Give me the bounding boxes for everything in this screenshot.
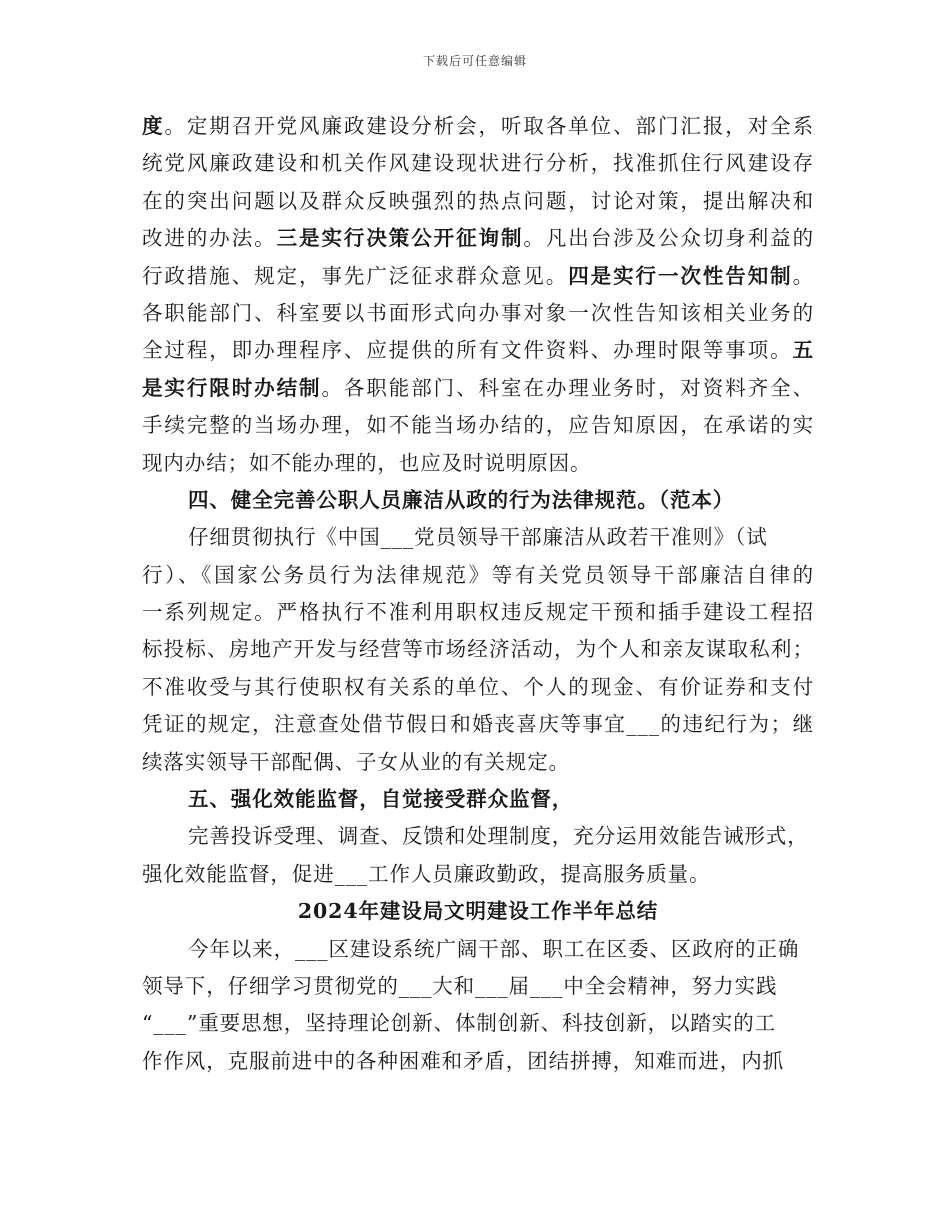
paragraph-line	[142, 407, 814, 444]
text-run: 仔细贯彻执行《中国___党员领导干部廉洁从政若干准则》（试	[188, 525, 768, 550]
paragraph-line	[142, 295, 814, 332]
text-run: 行政措施、规定，事先广泛征求群众意见。	[142, 263, 569, 288]
paragraph-line	[142, 856, 814, 893]
paragraph-line	[142, 706, 814, 743]
bold-text: 四是实行一次性告知制	[568, 263, 793, 288]
bold-text: 三是实行决策公开征询制	[276, 226, 524, 251]
heading-text: 五、强化效能监督，自觉接受群众监督，	[188, 787, 574, 812]
text-run: 。各职能部门、科室在办理业务时，对资料齐全、	[321, 375, 814, 400]
paragraph-line	[142, 519, 814, 556]
paragraph-line	[142, 818, 814, 855]
paragraph-line	[142, 557, 814, 594]
paragraph-line	[142, 1043, 814, 1080]
paragraph-line	[142, 445, 814, 482]
paragraph-line	[142, 108, 814, 145]
heading-text: 四、健全完善公职人员廉洁从政的行为法律规范。（范本）	[188, 487, 735, 512]
text-run: 。定期召开党风廉政建设分析会，听取各单位、部门汇报，对全系	[164, 114, 814, 138]
text-run: 今年以来，___区建设系统广阔干部、职工在区委、区政府的正确	[188, 936, 800, 961]
text-run: 作作风，克服前进中的各种困难和矛盾，团结拼搏，知难而进，内抓	[142, 1048, 784, 1073]
paragraph-line	[142, 332, 814, 369]
section-heading	[142, 482, 814, 519]
section-heading	[142, 781, 814, 818]
text-run: 标投标、房地产开发与经营等市场经济活动，为个人和亲友谋取私利；	[142, 637, 814, 662]
page-header-note: 下载后可任意编辑	[422, 54, 527, 68]
text-run: 改进的办法。	[142, 226, 277, 251]
text-run: 强化效能监督，促进___工作人员廉政勤政，提高服务质量。	[142, 861, 711, 886]
text-run: 手续完整的当场办理，如不能当场办结的，应告知原因，在承诺的实	[142, 413, 814, 438]
text-run: 一系列规定。严格执行不准利用职权违反规定干预和插手建设工程招	[142, 600, 814, 625]
bold-text: 度	[142, 114, 165, 138]
bold-text: 是实行限时办结制	[142, 375, 322, 400]
paragraph-line	[142, 370, 814, 407]
text-run: 凭证的规定，注意查处借节假日和婚丧喜庆等事宜___的违纪行为；继	[142, 712, 814, 737]
text-run: 各职能部门、科室要以书面形式向办事对象一次性告知该相关业务的	[142, 300, 814, 325]
paragraph-line	[142, 183, 814, 220]
paragraph-line	[142, 145, 814, 182]
paragraph-line	[142, 258, 814, 295]
text-run: 不准收受与其行使职权有关系的单位、个人的现金、有价证券和支付	[142, 674, 814, 699]
title-text: 2024年建设局文明建设工作半年总结	[297, 899, 659, 924]
text-run: 续落实领导干部配偶、子女从业的有关规定。	[142, 749, 570, 774]
text-run: 完善投诉受理、调查、反馈和处理制度，充分运用效能告诫形式，	[188, 824, 809, 849]
paragraph-line	[142, 744, 814, 781]
text-run: “___”重要思想，坚持理论创新、体制创新、科技创新，以踏实的工	[142, 1011, 777, 1036]
paragraph-line	[142, 931, 814, 968]
text-run: 。凡出台涉及公众切身利益的	[523, 226, 814, 251]
text-run: 统党风廉政建设和机关作风建设现状进行分析，找准抓住行风建设存	[142, 151, 814, 176]
document-body	[142, 108, 814, 1080]
paragraph-line	[142, 594, 814, 631]
text-run: 现内办结；如不能办理的，也应及时说明原因。	[142, 450, 592, 475]
bold-text: 五	[792, 338, 814, 363]
paragraph-line	[142, 669, 814, 706]
text-run: 领导下，仔细学习贯彻党的___大和___届___中全会精神，努力实践	[142, 973, 778, 998]
paragraph-line	[142, 968, 814, 1005]
paragraph-line	[142, 631, 814, 668]
document-title	[142, 893, 814, 930]
paragraph-line	[142, 1005, 814, 1042]
text-run: 全过程，即办理程序、应提供的所有文件资料、办理时限等事项。	[142, 338, 793, 363]
text-run: 在的突出问题以及群众反映强烈的热点问题，讨论对策，提出解决和	[142, 188, 814, 213]
text-run: 行）、《国家公务员行为法律规范》等有关党员领导干部廉洁自律的	[142, 562, 814, 587]
text-run: 。	[792, 263, 814, 288]
paragraph-line	[142, 220, 814, 257]
